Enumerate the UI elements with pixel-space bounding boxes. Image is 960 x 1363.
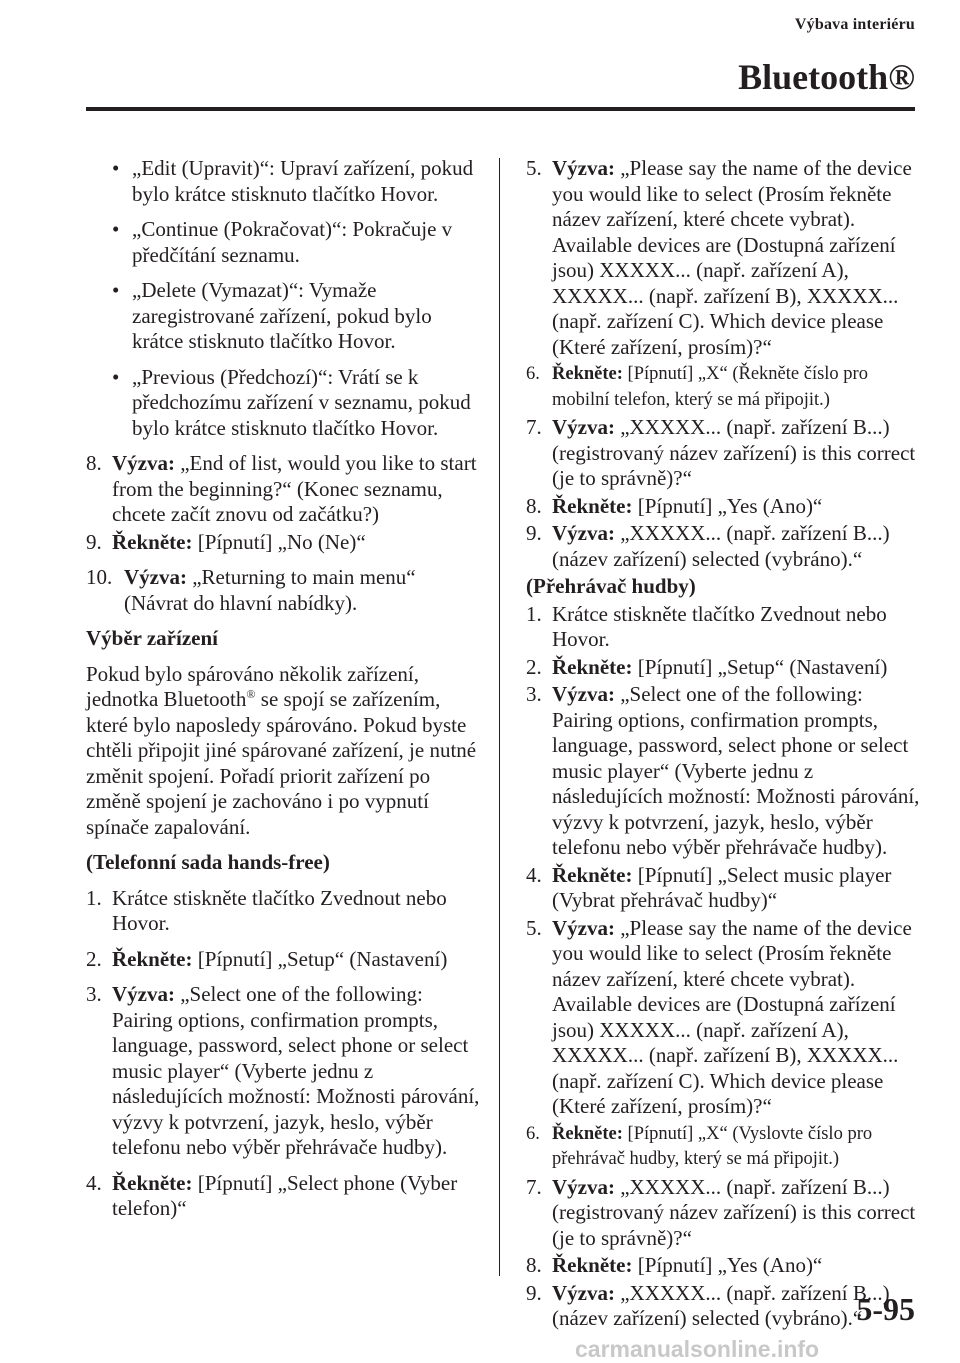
step-item [86,982,481,1161]
step-number: 8. [526,493,542,518]
section-paragraph [86,662,481,841]
step-item [526,863,928,914]
step-label: Řekněte: [112,1170,193,1195]
step-label: Výzva: [552,1280,615,1305]
step-text: „XXXXX... (např. zařízení B...) (název zařízení) selected (vybráno).“ [552,1280,890,1330]
step-label: Výzva: [552,156,615,180]
step-number: 9. [526,1280,542,1305]
bullet-item [86,278,481,355]
paragraph-text-end: se spojí se zařízením, které bylo naposledy spárováno. Pokud byste chtěli připojit jiné spárované zařízení, je nutné změnit spojení. Pořadí priorit zařízení po změně spojení je zachováno i po vypnutí spínače zapalování. [86,687,477,839]
step-label: Řekněte: [552,862,633,887]
running-header-title: Bluetooth® [738,57,915,97]
step-item [526,362,928,413]
left-column [86,156,481,1232]
bullet-icon: • [112,278,120,302]
step-text: [Pípnutí] „Select phone (Vyber telefon)“ [112,1170,458,1220]
step-number: 7. [526,1174,542,1199]
step-text: „Please say the name of the device you would like to select (Prosím řekněte název zařízení, které chcete vybrat). Available devices are (Dostupná zařízení jsou) XXXXX... (např. zařízení A), XXXXX... (např. zařízení B), XXXXX... (např. zařízení C). Which device please (Které zařízení, prosím)?“ [552,156,912,359]
step-item [526,655,928,681]
step-text: „Select one of the following: Pairing options, confirmation prompts, language, password, select phone or select music player“ (Vyberte jednu z následujících možností: Možnosti párování, výzvy k potvrzení, jazyk, heslo, výběr telefonu nebo výběr přehrávače hudby). [112,982,480,1159]
bullet-text: „Continue (Pokračovat)“: Pokračuje v předčítání seznamu. [132,217,453,267]
step-item [526,916,928,1120]
step-text: „Please say the name of the device you would like to select (Prosím řekněte název zařízení, které chcete vybrat). Available devices are (Dostupná zařízení jsou) XXXXX... (např. zařízení A), XXXXX... (např. zařízení B), XXXXX... (např. zařízení C). Which device please (Které zařízení, prosím)?“ [552,915,912,1118]
header-rule [86,107,915,111]
step-text: „Returning to main menu“ (Návrat do hlavní nabídky). [124,565,416,615]
step-number: 10. [86,565,113,589]
step-item [86,886,481,937]
step-number: 8. [86,451,102,475]
bullet-item [86,217,481,268]
step-label: Řekněte: [112,529,193,554]
step-number: 9. [526,521,542,545]
step-item [526,156,928,360]
bullet-item [86,365,481,442]
step-text: [Pípnutí] „X“ (Vyslovte číslo pro přehrávač hudby, který se má připojit.) [552,1123,873,1169]
step-label: Řekněte: [552,493,633,518]
step-text: [Pípnutí] „Setup“ (Nastavení) [192,946,448,971]
step-item [86,565,481,616]
step-number: 5. [526,156,542,180]
step-label: Výzva: [112,451,175,475]
step-label: Řekněte: [552,1253,633,1277]
step-label: Výzva: [552,682,615,706]
step-number: 2. [86,946,102,971]
step-item [526,1253,928,1279]
step-number: 4. [86,1170,102,1195]
step-item [526,415,928,492]
step-number: 4. [526,862,542,887]
step-number: 3. [86,982,102,1006]
subsection-heading: (Telefonní sada hands-free) [86,850,330,874]
running-header-section: Výbava interiéru [794,16,915,33]
step-number: 1. [86,885,102,910]
bullet-text: „Edit (Upravit)“: Upraví zařízení, pokud bylo krátce stisknuto tlačítko Hovor. [132,156,474,206]
step-text: „XXXXX... (např. zařízení B...) (registrovaný název zařízení) is this correct (je to správně)?“ [552,1174,916,1250]
step-label: Řekněte: [552,1123,623,1144]
step-item [86,451,481,528]
step-label: Řekněte: [112,946,193,971]
step-label: Výzva: [552,915,615,940]
step-number: 8. [526,1253,542,1277]
step-number: 2. [526,654,542,679]
step-text: „XXXXX... (např. zařízení B...) (název zařízení) selected (vybráno).“ [552,521,890,571]
step-label: Výzva: [552,415,615,439]
subsection-heading: (Přehrávač hudby) [526,574,696,598]
step-label: Řekněte: [552,364,623,384]
step-text: „Select one of the following: Pairing options, confirmation prompts, language, password, select phone or select music player“ (Vyberte jednu z následujících možností: Možnosti párování, výzvy k potvrzení, jazyk, heslo, výběr telefonu nebo výběr přehrávače hudby). [552,682,920,859]
step-item [526,602,928,653]
right-column [526,156,928,1334]
bullet-text: „Delete (Vymazat)“: Vymaže zaregistrované zařízení, pokud bylo krátce stisknuto tlačítko Hovor. [132,278,432,353]
paragraph-text-start: Pokud bylo spárováno několik zařízení, jednotka Bluetooth [86,661,420,711]
step-number: 5. [526,915,542,940]
step-text: [Pípnutí] „Yes (Ano)“ [632,493,823,518]
step-item [526,682,928,861]
step-text: Krátce stiskněte tlačítko Zvednout nebo Hovor. [552,601,887,651]
column-divider [499,158,500,1276]
step-item [526,1175,928,1252]
step-text: „XXXXX... (např. zařízení B...) (registrovaný název zařízení) is this correct (je to správně)?“ [552,415,916,490]
bullet-text: „Previous (Předchozí)“: Vrátí se k předchozímu zařízení v seznamu, pokud bylo krátce stisknuto tlačítko Hovor. [132,364,471,440]
step-label: Výzva: [112,982,175,1006]
step-number: 9. [86,529,102,554]
registered-mark: ® [246,687,256,701]
bullet-icon: • [112,217,120,241]
bullet-item [86,156,481,207]
step-text: [Pípnutí] „Select music player (Vybrat přehrávač hudby)“ [552,862,892,912]
step-item [526,494,928,520]
step-text: [Pípnutí] „X“ (Řekněte číslo pro mobilní telefon, který se má připojit.) [552,364,868,410]
step-item [86,1171,481,1222]
bullet-icon: • [112,156,120,180]
watermark: carmanualsonline.info [575,1336,820,1362]
step-number: 1. [526,601,542,626]
step-number: 3. [526,682,542,706]
step-item [86,947,481,973]
step-number: 6. [526,364,540,384]
step-label: Řekněte: [552,654,633,679]
step-text: [Pípnutí] „Setup“ (Nastavení) [632,654,888,679]
step-label: Výzva: [552,521,615,545]
page-number: 5-95 [856,1291,915,1327]
section-heading: Výběr zařízení [86,626,218,650]
step-number: 7. [526,415,542,439]
step-label: Výzva: [124,565,187,589]
step-item [526,521,928,572]
step-text: „End of list, would you like to start from the beginning?“ (Konec seznamu, chcete začít znovu od začátku?) [112,451,477,526]
step-number: 6. [526,1123,540,1144]
bullet-icon: • [112,364,120,389]
step-item [526,1122,928,1173]
step-text: [Pípnutí] „Yes (Ano)“ [632,1253,823,1277]
step-text: [Pípnutí] „No (Ne)“ [192,529,366,554]
step-text: Krátce stiskněte tlačítko Zvednout nebo Hovor. [112,885,447,935]
step-label: Výzva: [552,1174,615,1199]
step-item [86,530,481,556]
